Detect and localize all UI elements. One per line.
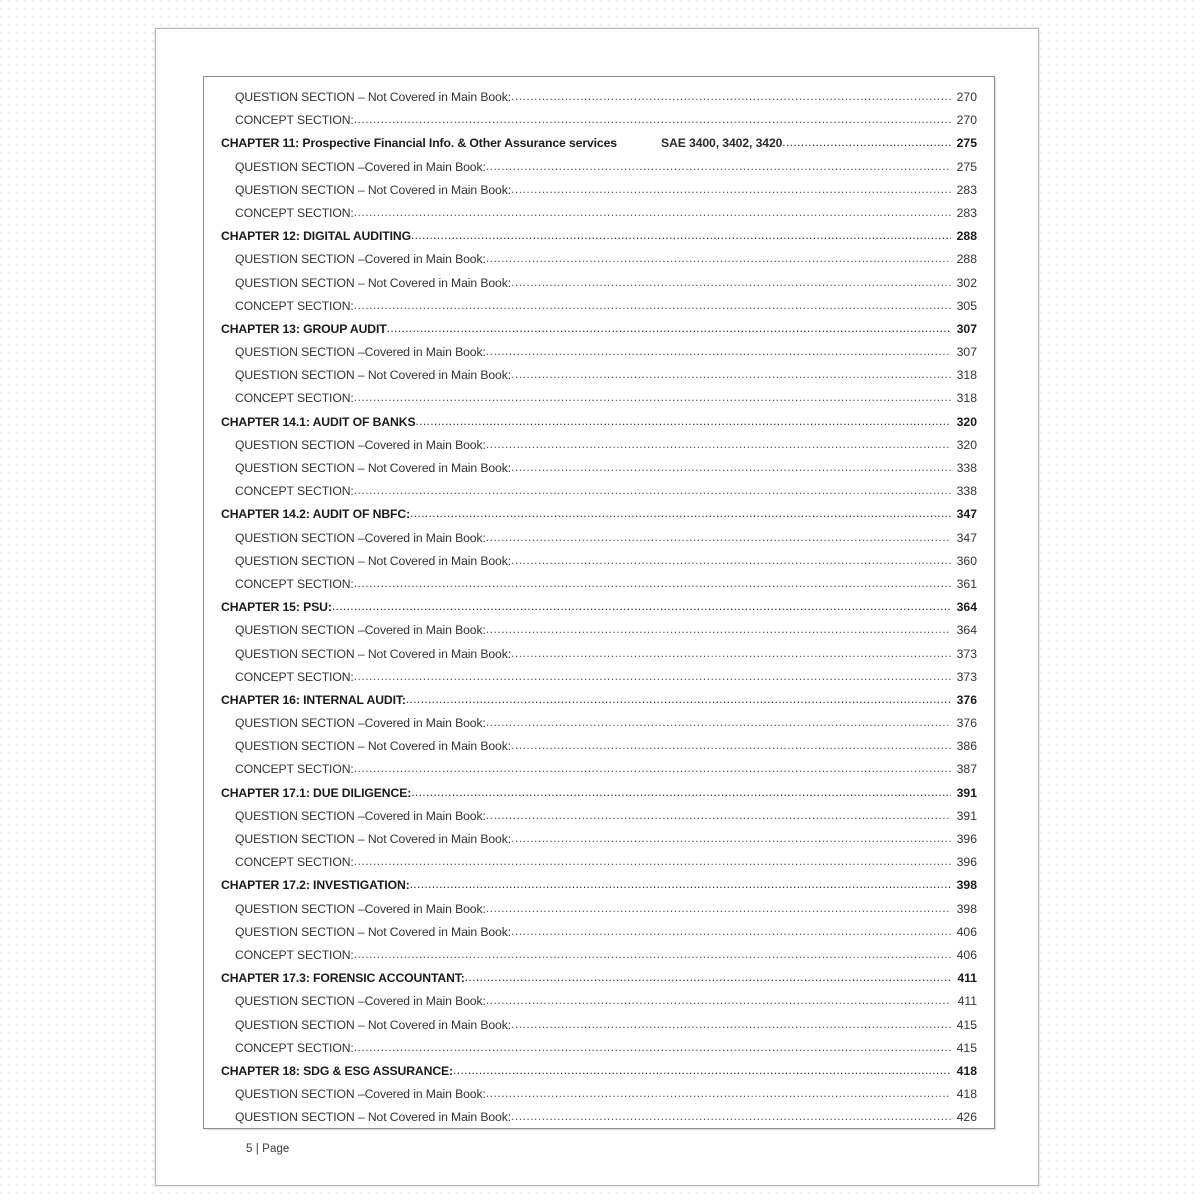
toc-subentry-row[interactable] — [221, 666, 977, 689]
toc-subentry-row[interactable] — [221, 898, 977, 921]
toc-page-number: 373 — [956, 669, 977, 684]
toc-subentry-row[interactable] — [221, 643, 977, 666]
toc-entry-label: CONCEPT SECTION: — [235, 113, 354, 128]
toc-entry-label: CONCEPT SECTION: — [235, 947, 354, 962]
toc-leader-dots — [354, 573, 951, 595]
toc-page-number: 398 — [956, 901, 977, 916]
toc-chapter-row[interactable] — [221, 967, 977, 990]
toc-entry-label: CONCEPT SECTION: — [235, 1040, 354, 1055]
toc-page-number: 347 — [956, 507, 977, 522]
toc-leader-dots — [511, 457, 951, 479]
toc-entry-label: CHAPTER 12: DIGITAL AUDITING — [221, 229, 411, 244]
toc-page-number: 376 — [956, 716, 977, 731]
toc-subentry-row[interactable] — [221, 758, 977, 781]
toc-entry-label: QUESTION SECTION –Covered in Main Book: — [235, 437, 486, 452]
toc-chapter-row[interactable] — [221, 782, 977, 805]
toc-subentry-row[interactable] — [221, 921, 977, 944]
toc-subentry-row[interactable] — [221, 1106, 977, 1129]
toc-entry-label: CHAPTER 14.1: AUDIT OF BANKS — [221, 414, 416, 429]
footer-page-label: 5 | Page — [246, 1143, 290, 1155]
toc-page-number: 364 — [956, 600, 977, 615]
toc-leader-dots — [411, 782, 951, 804]
toc-page-number: 406 — [956, 947, 977, 962]
toc-entry-label: QUESTION SECTION – Not Covered in Main Book: — [235, 1017, 512, 1032]
toc-entry-label: QUESTION SECTION – Not Covered in Main Book: — [235, 553, 512, 568]
toc-entry-label: QUESTION SECTION – Not Covered in Main Book: — [235, 368, 512, 383]
toc-leader-dots — [486, 248, 951, 270]
toc-entry-label: CHAPTER 15: PSU: — [221, 600, 332, 615]
toc-subentry-row[interactable] — [221, 179, 977, 202]
toc-page-number: 386 — [956, 739, 977, 754]
toc-entry-label: QUESTION SECTION – Not Covered in Main Book: — [235, 646, 512, 661]
toc-page-number: 373 — [956, 646, 977, 661]
toc-entry-label: QUESTION SECTION – Not Covered in Main Book: — [235, 739, 512, 754]
toc-leader-dots — [411, 225, 951, 247]
toc-subentry-row[interactable] — [221, 202, 977, 225]
toc-entry-label: CONCEPT SECTION: — [235, 669, 354, 684]
toc-page-number: 347 — [956, 530, 977, 545]
toc-subentry-row[interactable] — [221, 109, 977, 132]
toc-entry-label: QUESTION SECTION – Not Covered in Main Book: — [235, 1110, 512, 1125]
toc-entry-label: QUESTION SECTION –Covered in Main Book: — [235, 159, 486, 174]
toc-leader-dots — [486, 712, 951, 734]
toc-entry-label: QUESTION SECTION –Covered in Main Book: — [235, 345, 486, 360]
toc-page-number: 411 — [957, 971, 977, 986]
toc-entry-label: QUESTION SECTION – Not Covered in Main Book: — [235, 924, 512, 939]
toc-leader-dots — [511, 735, 951, 757]
toc-entry-label: CONCEPT SECTION: — [235, 762, 354, 777]
toc-page-number: 270 — [956, 90, 977, 104]
toc-leader-dots — [486, 527, 951, 549]
toc-subentry-row[interactable] — [221, 434, 977, 457]
toc-leader-dots — [486, 341, 951, 363]
toc-page-number: 338 — [956, 484, 977, 499]
toc-page-number: 283 — [956, 205, 977, 220]
toc-page-number: 275 — [956, 159, 977, 174]
toc-page-number: 320 — [956, 414, 977, 429]
toc-entry-label: CHAPTER 13: GROUP AUDIT — [221, 321, 387, 336]
toc-leader-dots — [511, 86, 951, 108]
toc-entry-label: CONCEPT SECTION: — [235, 484, 354, 499]
toc-page-number: 391 — [956, 808, 977, 823]
toc-leader-dots — [486, 619, 951, 641]
toc-page-number: 411 — [957, 994, 977, 1009]
toc-subentry-row[interactable] — [221, 735, 977, 758]
toc-entry-label: CHAPTER 14.2: AUDIT OF NBFC: — [221, 507, 411, 522]
toc-subentry-row[interactable] — [221, 341, 977, 364]
toc-leader-dots — [782, 132, 951, 154]
toc-leader-dots — [486, 1083, 951, 1105]
toc-subentry-row[interactable] — [221, 248, 977, 271]
toc-chapter-row[interactable] — [221, 503, 977, 526]
toc-page-number: 275 — [956, 136, 977, 151]
toc-leader-dots — [406, 689, 951, 711]
toc-page-number: 338 — [956, 461, 977, 475]
toc-page-number: 320 — [956, 437, 977, 452]
toc-leader-dots — [410, 503, 951, 525]
table-of-contents-box — [203, 76, 995, 1129]
toc-page-number: 302 — [956, 275, 977, 290]
toc-subentry-row[interactable] — [221, 86, 977, 109]
toc-subentry-row[interactable] — [221, 1014, 977, 1037]
toc-leader-dots — [354, 202, 951, 224]
toc-entry-label: QUESTION SECTION –Covered in Main Book: — [235, 252, 486, 267]
toc-leader-dots — [354, 944, 951, 966]
toc-entry-label: QUESTION SECTION –Covered in Main Book: — [235, 901, 486, 916]
toc-leader-dots — [511, 550, 951, 572]
toc-leader-dots — [387, 318, 951, 340]
toc-entry-label: CONCEPT SECTION: — [235, 205, 354, 220]
table-of-contents-list — [221, 86, 977, 1129]
toc-page-number: 318 — [956, 391, 977, 406]
toc-leader-dots — [453, 1060, 951, 1082]
page-footer — [203, 1137, 995, 1161]
toc-subentry-row[interactable] — [221, 272, 977, 295]
toc-page-number: 360 — [956, 553, 977, 568]
toc-chapter-row[interactable] — [221, 225, 977, 248]
toc-chapter-row[interactable] — [221, 1060, 977, 1083]
toc-leader-dots — [511, 1014, 951, 1036]
toc-subentry-row[interactable] — [221, 387, 977, 410]
toc-chapter-row[interactable] — [221, 411, 977, 434]
toc-entry-label: QUESTION SECTION – Not Covered in Main Book: — [235, 461, 512, 475]
toc-entry-label: QUESTION SECTION – Not Covered in Main Book: — [235, 832, 512, 846]
toc-page-number: 376 — [956, 692, 977, 707]
toc-leader-dots — [511, 179, 951, 201]
toc-leader-dots — [354, 666, 951, 688]
toc-subentry-row[interactable] — [221, 712, 977, 735]
toc-leader-dots — [465, 967, 951, 989]
toc-leader-dots — [511, 364, 951, 386]
toc-entry-label: QUESTION SECTION – Not Covered in Main Book: — [235, 90, 512, 104]
toc-leader-dots — [332, 596, 951, 618]
toc-leader-dots — [511, 828, 951, 850]
toc-entry-label: CHAPTER 17.1: DUE DILIGENCE: — [221, 785, 412, 800]
toc-leader-dots — [354, 295, 951, 317]
toc-subentry-row[interactable] — [221, 364, 977, 387]
toc-page-number: 415 — [956, 1017, 977, 1032]
toc-entry-label: QUESTION SECTION –Covered in Main Book: — [235, 623, 486, 638]
toc-entry-label: CHAPTER 11: Prospective Financial Info. & Other Assurance services — [221, 136, 617, 151]
toc-entry-label: QUESTION SECTION –Covered in Main Book: — [235, 808, 486, 823]
document-page — [155, 28, 1039, 1186]
toc-page-number: 396 — [956, 855, 977, 870]
toc-leader-dots — [415, 411, 951, 433]
toc-leader-dots — [486, 434, 951, 456]
toc-entry-label: QUESTION SECTION –Covered in Main Book: — [235, 1087, 486, 1102]
toc-chapter-row[interactable] — [221, 689, 977, 712]
toc-subentry-row[interactable] — [221, 619, 977, 642]
toc-leader-dots — [511, 272, 951, 294]
toc-subentry-row[interactable] — [221, 527, 977, 550]
toc-page-number: 415 — [956, 1040, 977, 1055]
toc-page-number: 318 — [956, 368, 977, 383]
toc-subentry-row[interactable] — [221, 550, 977, 573]
toc-leader-dots — [486, 156, 951, 178]
toc-entry-label: CONCEPT SECTION: — [235, 298, 354, 313]
toc-leader-dots — [486, 805, 951, 827]
toc-leader-dots — [354, 480, 951, 502]
toc-page-number: 270 — [956, 113, 977, 128]
toc-subentry-row[interactable] — [221, 828, 977, 851]
toc-entry-label: CONCEPT SECTION: — [235, 576, 354, 591]
toc-chapter-row[interactable] — [221, 318, 977, 341]
toc-entry-standard-ref: SAE 3400, 3402, 3420 — [660, 136, 783, 151]
toc-subentry-row[interactable] — [221, 480, 977, 503]
toc-page-number: 307 — [956, 321, 977, 336]
toc-page-number: 361 — [956, 576, 977, 591]
toc-leader-dots — [354, 758, 951, 780]
toc-subentry-row[interactable] — [221, 944, 977, 967]
toc-page-number: 364 — [956, 623, 977, 638]
toc-page-number: 418 — [956, 1063, 977, 1078]
toc-page-number: 288 — [956, 252, 977, 267]
toc-entry-label: CONCEPT SECTION: — [235, 391, 354, 406]
toc-page-number: 288 — [956, 229, 977, 244]
toc-entry-label: QUESTION SECTION – Not Covered in Main Book: — [235, 275, 512, 290]
toc-page-number: 307 — [956, 345, 977, 360]
toc-leader-dots — [354, 109, 951, 131]
toc-subentry-row[interactable] — [221, 1037, 977, 1060]
toc-leader-dots — [486, 990, 951, 1012]
toc-subentry-row[interactable] — [221, 457, 977, 480]
toc-leader-dots — [354, 1037, 951, 1059]
toc-page-number: 418 — [956, 1087, 977, 1102]
toc-page-number: 387 — [956, 762, 977, 777]
toc-subentry-row[interactable] — [221, 295, 977, 318]
toc-leader-dots — [410, 874, 951, 896]
toc-page-number: 426 — [956, 1110, 977, 1125]
toc-entry-label: CHAPTER 16: INTERNAL AUDIT: — [221, 692, 406, 707]
toc-leader-dots — [354, 387, 951, 409]
toc-leader-dots — [486, 898, 951, 920]
toc-chapter-row[interactable] — [221, 874, 977, 897]
toc-entry-label: CHAPTER 18: SDG & ESG ASSURANCE: — [221, 1063, 454, 1078]
toc-subentry-row[interactable] — [221, 851, 977, 874]
toc-leader-dots — [511, 921, 951, 943]
toc-entry-label: CHAPTER 17.3: FORENSIC ACCOUNTANT: — [221, 971, 465, 986]
toc-subentry-row[interactable] — [221, 805, 977, 828]
toc-entry-label: QUESTION SECTION – Not Covered in Main Book: — [235, 182, 512, 197]
toc-chapter-row[interactable] — [221, 596, 977, 619]
toc-chapter-row[interactable] — [221, 132, 977, 155]
toc-subentry-row[interactable] — [221, 573, 977, 596]
toc-entry-label: QUESTION SECTION –Covered in Main Book: — [235, 716, 486, 731]
toc-subentry-row[interactable] — [221, 1083, 977, 1106]
toc-entry-label: CONCEPT SECTION: — [235, 855, 354, 870]
toc-page-number: 398 — [956, 878, 977, 893]
toc-entry-label: QUESTION SECTION –Covered in Main Book: — [235, 530, 486, 545]
toc-entry-label: QUESTION SECTION –Covered in Main Book: — [235, 994, 486, 1009]
toc-page-number: 305 — [956, 298, 977, 313]
toc-page-number: 283 — [956, 182, 977, 197]
toc-page-number: 396 — [956, 832, 977, 846]
toc-subentry-row[interactable] — [221, 156, 977, 179]
toc-leader-dots — [354, 851, 951, 873]
toc-page-number: 406 — [956, 924, 977, 939]
toc-subentry-row[interactable] — [221, 990, 977, 1013]
toc-leader-dots — [511, 1106, 951, 1128]
toc-entry-label: CHAPTER 17.2: INVESTIGATION: — [221, 878, 410, 893]
toc-leader-dots — [511, 643, 951, 665]
toc-page-number: 391 — [956, 785, 977, 800]
